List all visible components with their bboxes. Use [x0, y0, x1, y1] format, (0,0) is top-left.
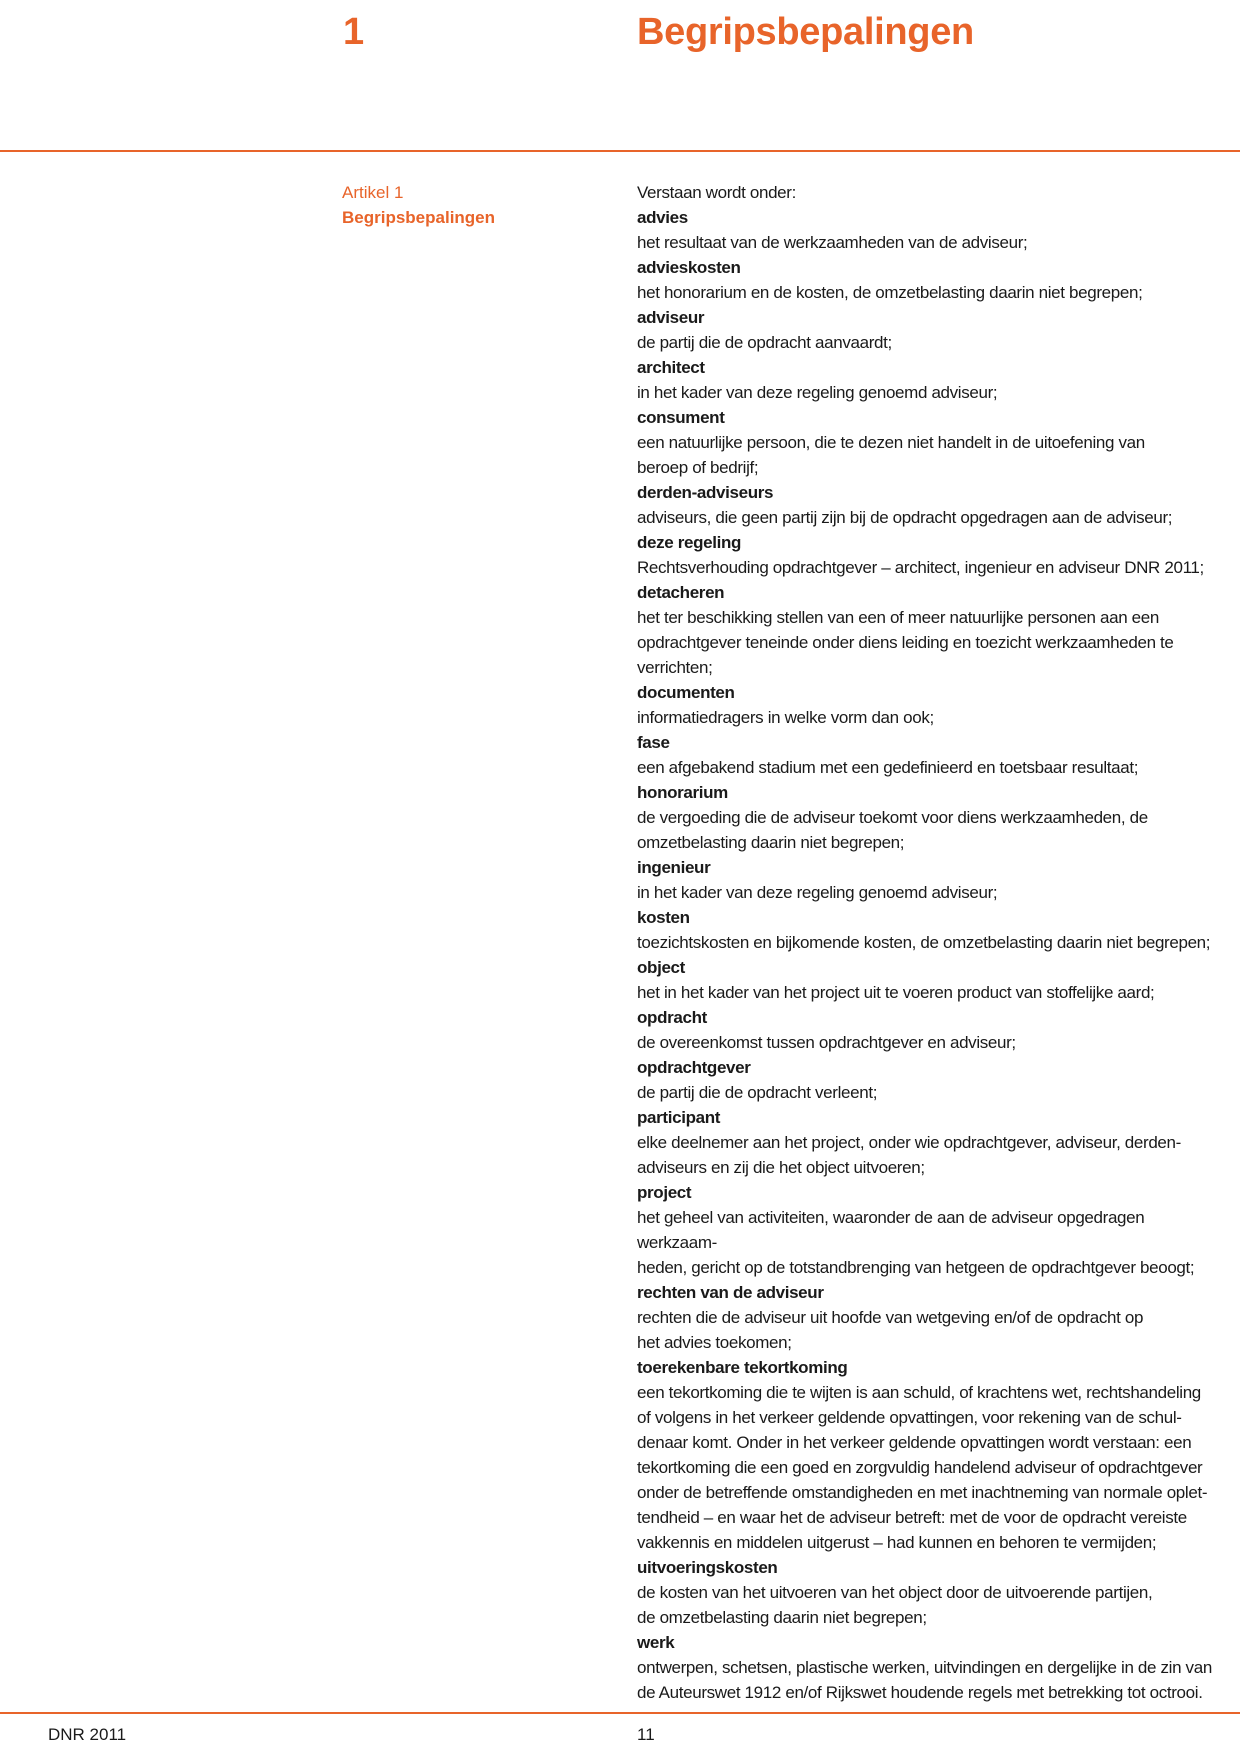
definition-text: rechten die de adviseur uit hoofde van wetgeving en/of de opdracht op het advies toekomen; [637, 1308, 1144, 1352]
definition-term: opdrachtgever [637, 1058, 751, 1077]
definitions-list [637, 180, 1217, 1705]
definition-text: het ter beschikking stellen van een of meer natuurlijke personen aan een opdrachtgever teneinde onder diens leiding en toezicht werkzaamheden te verrichten; [637, 608, 1174, 677]
definition-term: advies [637, 208, 688, 227]
definition-entry [637, 355, 1217, 405]
definitions-entries [637, 205, 1217, 1705]
definition-term: honorarium [637, 783, 728, 802]
definition-term: kosten [637, 908, 690, 927]
definition-term: advieskosten [637, 258, 741, 277]
definition-term: project [637, 1183, 692, 1202]
definition-term: toerekenbare tekortkoming [637, 1358, 848, 1377]
definition-text: de overeenkomst tussen opdrachtgever en adviseur; [637, 1033, 1016, 1052]
chapter-title: Begripsbepalingen [637, 11, 974, 53]
definition-entry [637, 1180, 1217, 1280]
definition-term: uitvoeringskosten [637, 1558, 778, 1577]
definition-entry [637, 1280, 1217, 1355]
definition-entry [637, 730, 1217, 780]
definition-entry [637, 480, 1217, 530]
definition-term: detacheren [637, 583, 725, 602]
footer-document-name: DNR 2011 [48, 1725, 127, 1744]
article-number: Artikel 1 [342, 183, 404, 202]
definition-entry [637, 1630, 1217, 1705]
definition-entry [637, 205, 1217, 255]
definition-entry [637, 405, 1217, 480]
definition-text: een tekortkoming die te wijten is aan schuld, of krachtens wet, rechtshandeling of volgens in het verkeer geldende opvattingen, voor rekening van de schul- denaar komt. Onder in het verkeer geldende opvattingen wordt verstaan: een tekortkoming die een goed en zorgvuldig handelend adviseur of opdrachtgever onder de betreffende omstandigheden en met inachtneming van normale oplet- tendheid – en waar het de adviseur betreft: met de voor de opdracht vereiste vakkennis en middelen uitgerust – had kunnen en behoren te vermijden; [637, 1383, 1208, 1552]
definition-text: het in het kader van het project uit te voeren product van stoffelijke aard; [637, 983, 1155, 1002]
definition-term: participant [637, 1108, 721, 1127]
article-heading: Begripsbepalingen [342, 208, 496, 227]
definition-entry [637, 1005, 1217, 1055]
definition-term: ingenieur [637, 858, 711, 877]
top-divider [0, 150, 1240, 152]
chapter-number: 1 [343, 11, 365, 53]
page-number: 11 [637, 1725, 655, 1744]
definition-entry [637, 305, 1217, 355]
definition-text: ontwerpen, schetsen, plastische werken, uitvindingen en dergelijke in de zin van de Auteurswet 1912 en/of Rijkswet houdende regels met betrekking tot octrooi. [637, 1658, 1212, 1702]
definition-term: documenten [637, 683, 735, 702]
definition-text: de partij die de opdracht verleent; [637, 1083, 878, 1102]
definition-term: opdracht [637, 1008, 707, 1027]
definition-entry [637, 905, 1217, 955]
definition-text: een natuurlijke persoon, die te dezen niet handelt in de uitoefening van beroep of bedrijf; [637, 433, 1145, 477]
definition-term: derden-adviseurs [637, 483, 774, 502]
definition-term: fase [637, 733, 670, 752]
definition-text: de kosten van het uitvoeren van het object door de uitvoerende partijen, de omzetbelasting daarin niet begrepen; [637, 1583, 1153, 1627]
definition-term: rechten van de adviseur [637, 1283, 824, 1302]
definition-entry [637, 1055, 1217, 1105]
article-label-block [342, 180, 495, 230]
definition-text: informatiedragers in welke vorm dan ook; [637, 708, 934, 727]
definition-entry [637, 1355, 1217, 1555]
definition-text: adviseurs, die geen partij zijn bij de opdracht opgedragen aan de adviseur; [637, 508, 1173, 527]
definition-text: in het kader van deze regeling genoemd adviseur; [637, 383, 998, 402]
definition-entry [637, 1555, 1217, 1630]
definition-text: de partij die de opdracht aanvaardt; [637, 333, 892, 352]
definition-term: deze regeling [637, 533, 742, 552]
definition-term: architect [637, 358, 705, 377]
definition-entry [637, 680, 1217, 730]
definition-entry [637, 955, 1217, 1005]
definition-text: een afgebakend stadium met een gedefinieerd en toetsbaar resultaat; [637, 758, 1139, 777]
definition-text: in het kader van deze regeling genoemd adviseur; [637, 883, 998, 902]
definition-text: de vergoeding die de adviseur toekomt voor diens werkzaamheden, de omzetbelasting daarin niet begrepen; [637, 808, 1148, 852]
definition-term: consument [637, 408, 725, 427]
bottom-divider [0, 1712, 1240, 1714]
definition-text: elke deelnemer aan het project, onder wie opdrachtgever, adviseur, derden- adviseurs en zij die het object uitvoeren; [637, 1133, 1181, 1177]
definition-entry [637, 1105, 1217, 1180]
definition-term: object [637, 958, 685, 977]
definition-entry [637, 855, 1217, 905]
definition-entry [637, 530, 1217, 580]
definition-text: het resultaat van de werkzaamheden van de adviseur; [637, 233, 1028, 252]
definition-text: toezichtskosten en bijkomende kosten, de omzetbelasting daarin niet begrepen; [637, 933, 1211, 952]
definition-term: werk [637, 1633, 675, 1652]
definition-term: adviseur [637, 308, 705, 327]
definitions-intro: Verstaan wordt onder: [637, 183, 796, 202]
definition-text: het geheel van activiteiten, waaronder de aan de adviseur opgedragen werkzaam- heden, gericht op de totstandbrenging van hetgeen de opdrachtgever beoogt; [637, 1208, 1195, 1277]
definition-text: het honorarium en de kosten, de omzetbelasting daarin niet begrepen; [637, 283, 1143, 302]
definition-entry [637, 580, 1217, 680]
definition-text: Rechtsverhouding opdrachtgever – architect, ingenieur en adviseur DNR 2011; [637, 558, 1204, 577]
definition-entry [637, 255, 1217, 305]
definition-entry [637, 780, 1217, 855]
